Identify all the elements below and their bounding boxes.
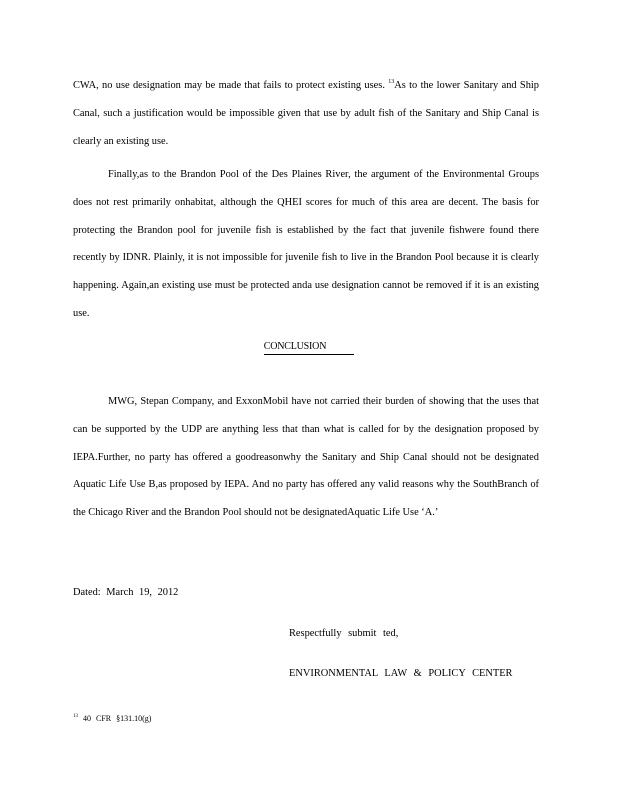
paragraph-text: As to the lower Sanitary and Ship Canal, such a justification would be impossible given that use by adult fish of the Sanitary and Ship Canal is clearly an existing use.: [73, 80, 539, 147]
signature-organization: ENVIRONMENTAL LAW & POLICY CENTER: [289, 668, 513, 679]
conclusion-heading: CONCLUSION: [264, 340, 354, 355]
paragraph-existing-use: [73, 72, 539, 155]
paragraph-text: CWA, no use designation may be made that fails to protect existing uses.: [73, 80, 385, 91]
footnote-text: 40 CFR §131.10(g): [83, 714, 152, 723]
footnote-number: 13: [73, 714, 78, 719]
date-line: Dated: March 19, 2012: [73, 587, 179, 598]
signature-closing: Respectfully submit ted,: [289, 628, 399, 639]
paragraph-conclusion: MWG, Stepan Company, and ExxonMobil have not carried their burden of showing that the uses that can be supported by the UDP are anything less that than what is called for by the designation proposed by IEPA.Further, no party has offered a goodreasonwhy the Sanitary and Ship Canal should not be designated Aquatic Life Use B,as proposed by IEPA. And no party has offered any valid reasons why the SouthBranch of the Chicago River and the Brandon Pool should not be designatedAquatic Life Use ‘A.’: [73, 396, 539, 519]
footnote: [73, 713, 151, 725]
section-heading: [0, 340, 618, 355]
paragraph-brandon-pool: Finally,as to the Brandon Pool of the Des Plaines River, the argument of the Environmental Groups does not rest primarily onhabitat, although the QHEI scores for much of this area are decent. The basis for protecting the Brandon pool for juvenile fish is established by the fact that juvenile fishwere found there recently by IDNR. Plainly, it is not impossible for juvenile fish to live in the Brandon Pool because it is clearly happening. Again,an existing use must be protected anda use designation cannot be removed if it is an existing use.: [73, 169, 539, 319]
footnote-reference: 13: [388, 79, 395, 85]
